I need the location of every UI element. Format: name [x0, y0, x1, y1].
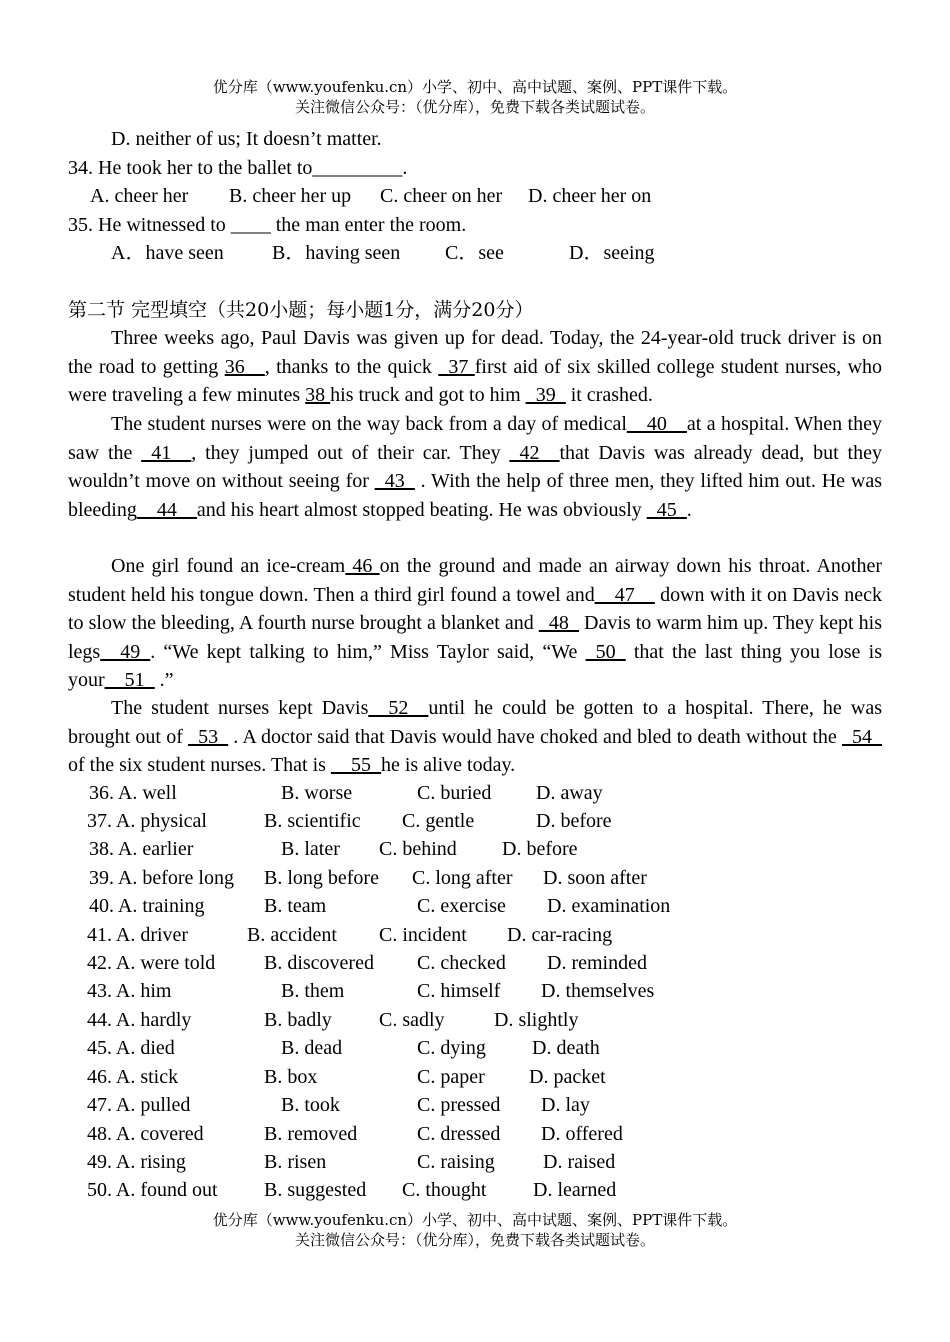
choice-row-45: [0, 1034, 950, 1062]
choice-a: 44. A. hardly: [87, 1009, 192, 1031]
choice-a: 37. A. physical: [87, 810, 207, 832]
passage-paragraph-2: [68, 410, 882, 524]
q34-option-d: D. cheer her on: [528, 185, 652, 207]
choice-d: D. soon after: [543, 867, 647, 889]
choice-a: 42. A. were told: [87, 952, 216, 974]
choice-d: D. death: [532, 1037, 600, 1059]
q35-option-a: A．have seen: [111, 242, 224, 264]
passage-paragraph-4: [68, 694, 882, 780]
choice-c: C. dressed: [417, 1123, 501, 1145]
text-run: first aid of six skilled college student nurses, who were traveling a few minutes: [68, 355, 883, 406]
text-run: at a hospital. When they saw the: [68, 413, 882, 464]
text-run: until he could be gotten to a hospital. There, he was brought out of: [68, 697, 882, 748]
q33-option-d: D. neither of us; It doesn’t matter.: [111, 128, 382, 150]
choice-b: B. removed: [264, 1123, 358, 1145]
choice-d: D. away: [536, 782, 603, 804]
q35-option-b: B．having seen: [272, 242, 401, 264]
choice-c: C. incident: [379, 924, 467, 946]
blank-48: _48_: [538, 612, 579, 634]
choice-a: 47. A. pulled: [87, 1094, 191, 1116]
choice-row-42: [0, 949, 950, 977]
q35-option-c: C．see: [445, 242, 504, 264]
q34-stem: 34. He took her to the ballet to_________.: [68, 157, 408, 179]
blank-38: 38: [305, 384, 331, 406]
blank-41: _41__: [141, 441, 192, 464]
footer-line-1: 优分库（www.youfenku.cn）小学、初中、高中试题、案例、PPT课件下载。: [212, 1211, 738, 1229]
blank-46: 46: [345, 555, 380, 577]
choice-c: C. raising: [417, 1151, 495, 1173]
blank-54: _54_: [842, 725, 882, 748]
choice-a: 43. A. him: [87, 980, 172, 1002]
choice-row-46: [0, 1063, 950, 1091]
text-run: . With the help of three men, they lifted him out. He was bleeding: [68, 470, 882, 521]
choice-row-47: [0, 1091, 950, 1119]
blank-37: _37: [438, 355, 475, 378]
text-run: his truck and got to him: [330, 384, 526, 406]
blank-42: _42__: [509, 441, 560, 464]
blank-36: 36__: [224, 355, 265, 378]
q34-option-c: C. cheer on her: [380, 185, 503, 207]
blank-55: __55_: [330, 754, 381, 776]
text-run: The student nurses kept Davis: [111, 697, 369, 719]
text-run: One girl found an ice-cream: [111, 555, 346, 577]
choice-d: D. before: [536, 810, 612, 832]
choice-d: D. car-racing: [507, 924, 613, 946]
choice-a: 49. A. rising: [87, 1151, 186, 1173]
choice-c: C. dying: [417, 1037, 486, 1059]
text-run: Davis to warm him up. They kept his legs: [68, 612, 882, 663]
choice-row-43: [0, 977, 950, 1005]
choice-c: C. gentle: [402, 810, 475, 832]
choice-d: D. themselves: [541, 980, 655, 1002]
choice-row-41: [0, 921, 950, 949]
text-run: that Davis was already dead, but they wouldn’t move on without seeing for: [68, 441, 882, 492]
blank-50: _50_: [585, 640, 626, 663]
choice-b: B. accident: [247, 924, 337, 946]
text-run: Three weeks ago, Paul Davis was given up for dead. Today, the 24-year-old truck driver is on the road to getting: [68, 327, 882, 378]
blank-49: __49_: [100, 640, 151, 663]
choice-c: C. buried: [417, 782, 492, 804]
choice-d: D. examination: [547, 895, 671, 917]
choice-b: B. suggested: [264, 1179, 367, 1201]
passage-paragraph-3: [68, 552, 882, 695]
choice-row-44: [0, 1006, 950, 1034]
text-run: and his heart almost stopped beating. He was obviously: [196, 498, 647, 521]
blank-47: __47__: [594, 583, 655, 606]
text-run: of the six student nurses. That is: [68, 754, 331, 776]
text-run: . A doctor said that Davis would have choked and bled to death without the: [228, 725, 842, 748]
choice-a: 38. A. earlier: [89, 838, 194, 860]
blank-51: __51_: [104, 669, 155, 691]
choice-b: B. scientific: [264, 810, 361, 832]
choice-row-49: [0, 1148, 950, 1176]
blank-39: _39_: [525, 384, 566, 406]
choice-row-37: [0, 807, 950, 835]
choice-row-48: [0, 1120, 950, 1148]
choice-c: C. sadly: [379, 1009, 445, 1031]
choice-row-38: [0, 835, 950, 863]
choice-a: 48. A. covered: [87, 1123, 204, 1145]
choice-a: 46. A. stick: [87, 1066, 179, 1088]
choice-d: D. lay: [541, 1094, 590, 1116]
blank-40: __40__: [626, 413, 687, 435]
q35-options: [0, 239, 950, 267]
text-run: The student nurses were on the way back from a day of medical: [111, 413, 627, 435]
blank-52: __52__: [368, 697, 429, 719]
choice-c: C. exercise: [417, 895, 506, 917]
q35-option-d: D．seeing: [569, 242, 655, 264]
text-run: it crashed.: [565, 384, 653, 406]
choice-b: B. later: [281, 838, 340, 860]
choice-b: B. badly: [264, 1009, 332, 1031]
text-run: that the last thing you lose is your: [68, 640, 882, 691]
choice-row-36: [0, 779, 950, 807]
choice-row-40: [0, 892, 950, 920]
choice-d: D. packet: [529, 1066, 606, 1088]
choice-b: B. long before: [264, 867, 379, 889]
footer-line-2: 关注微信公众号：（优分库），免费下载各类试题试卷。: [294, 1231, 655, 1249]
choice-d: D. raised: [543, 1151, 616, 1173]
section-title: 第二节 完型填空（共20小题；每小题1分，满分20分）: [68, 299, 534, 321]
choice-b: B. discovered: [264, 952, 374, 974]
choice-c: C. behind: [379, 838, 457, 860]
choice-b: B. took: [281, 1094, 340, 1116]
choice-a: 50. A. found out: [87, 1179, 218, 1201]
choice-a: 39. A. before long: [89, 867, 234, 889]
page-header: [0, 77, 950, 117]
text-run: , they jumped out of their car. They: [191, 441, 510, 464]
text-run: .: [686, 498, 692, 521]
choice-c: C. pressed: [417, 1094, 501, 1116]
choice-a: 36. A. well: [89, 782, 177, 804]
choice-c: C. thought: [402, 1179, 487, 1201]
text-run: down with it on Davis neck to slow the bleeding, A fourth nurse brought a blanket and: [68, 583, 883, 634]
q34-option-b: B. cheer her up: [229, 185, 352, 207]
choice-a: 41. A. driver: [87, 924, 189, 946]
passage-paragraph-1: [68, 324, 882, 410]
choice-b: B. them: [281, 980, 345, 1002]
q35-stem: 35. He witnessed to ____ the man enter the room.: [68, 214, 467, 236]
blank-43: _43_: [374, 470, 415, 492]
text-run: , thanks to the quick: [264, 355, 439, 378]
choice-row-50: [0, 1176, 950, 1204]
choice-c: C. himself: [417, 980, 501, 1002]
text-run: .”: [154, 669, 174, 691]
choice-d: D. reminded: [547, 952, 647, 974]
page-footer: [0, 1210, 950, 1250]
choice-d: D. learned: [533, 1179, 617, 1201]
choice-c: C. checked: [417, 952, 506, 974]
q34-options: [0, 182, 950, 210]
text-run: on the ground and made an airway down his throat. Another student held his tongue down. Then a third girl found a towel and: [68, 555, 882, 606]
choice-b: B. team: [264, 895, 327, 917]
choice-c: C. long after: [412, 867, 513, 889]
choice-b: B. worse: [281, 782, 353, 804]
choice-d: D. slightly: [494, 1009, 579, 1031]
choice-d: D. before: [502, 838, 578, 860]
choice-row-39: [0, 864, 950, 892]
choice-b: B. box: [264, 1066, 318, 1088]
header-line-1: 优分库（www.youfenku.cn）小学、初中、高中试题、案例、PPT课件下载。: [212, 78, 738, 96]
choice-b: B. risen: [264, 1151, 327, 1173]
header-line-2: 关注微信公众号：（优分库），免费下载各类试题试卷。: [294, 98, 655, 116]
blank-45: _45_: [646, 498, 687, 521]
choice-a: 40. A. training: [89, 895, 205, 917]
blank-53: _53_: [188, 725, 229, 748]
blank-44: __44__: [136, 498, 197, 521]
choice-a: 45. A. died: [87, 1037, 175, 1059]
q34-option-a: A. cheer her: [90, 185, 189, 207]
text-run: he is alive today.: [380, 754, 516, 776]
text-run: . “We kept talking to him,” Miss Taylor said, “We: [150, 640, 586, 663]
choice-b: B. dead: [281, 1037, 343, 1059]
choice-d: D. offered: [541, 1123, 623, 1145]
choice-c: C. paper: [417, 1066, 485, 1088]
